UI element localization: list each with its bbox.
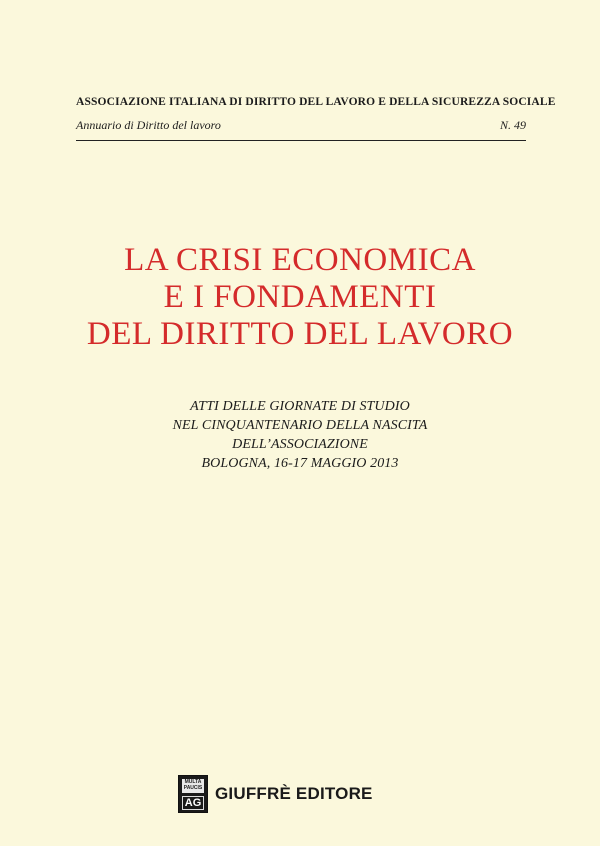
- series-title: Annuario di Diritto del lavoro: [76, 118, 221, 132]
- subtitle-line: DELL’ASSOCIAZIONE: [232, 437, 368, 452]
- title-line: E I FONDAMENTI: [163, 279, 437, 315]
- subtitle-line: ATTI DELLE GIORNATE DI STUDIO: [190, 399, 410, 414]
- subtitle-line: NEL CINQUANTENARIO DELLA NASCITA: [172, 418, 428, 433]
- publisher-name: GIUFFRÈ EDITORE: [215, 784, 373, 803]
- series-number: N. 49: [499, 118, 526, 132]
- logo-top-panel: [182, 779, 204, 793]
- publisher-block: [178, 774, 373, 814]
- book-title: [60, 242, 540, 353]
- header-rule: [76, 140, 526, 141]
- publisher-logo: [178, 775, 208, 813]
- logo-motto: MULTA PAUCIS: [183, 779, 203, 791]
- association-name: ASSOCIAZIONE ITALIANA DI DIRITTO DEL LAVORO E DELLA SICUREZZA SOCIALE: [76, 96, 556, 108]
- subtitle-line: BOLOGNA, 16-17 MAGGIO 2013: [201, 456, 399, 471]
- title-line: LA CRISI ECONOMICA: [124, 242, 476, 278]
- title-line: DEL DIRITTO DEL LAVORO: [86, 316, 514, 352]
- book-subtitle: [60, 397, 540, 473]
- logo-monogram: AG: [182, 796, 204, 810]
